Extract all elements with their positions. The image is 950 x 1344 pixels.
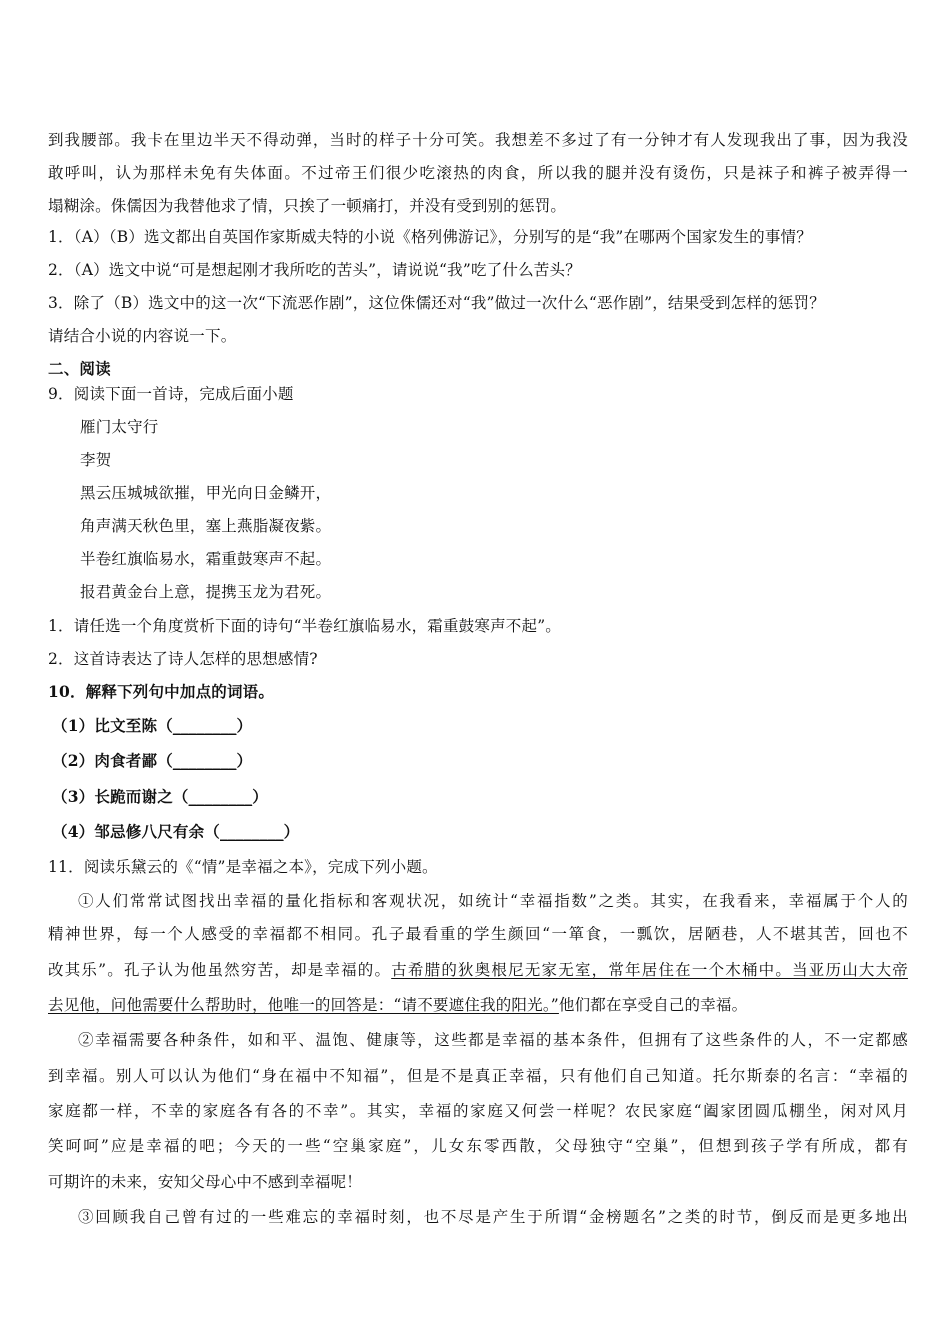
q10-prompt: 10．解释下列句中加点的词语。 — [48, 682, 275, 701]
q10-item-4 — [52, 822, 912, 842]
para2-line-5: 可期许的未来，安知父母心中不感到幸福呢！ — [48, 1173, 363, 1191]
q10-item-text: 比文至陈（ — [94, 716, 173, 735]
q8-question-1: 1．（A）（B）选文都出自英国作家斯威夫特的小说《格列佛游记》，分别写的是“我”在哪两个国家发生的事情？ — [48, 228, 812, 246]
q10-item-text: 长跪而谢之（ — [94, 787, 189, 806]
q10-item-3 — [52, 787, 912, 807]
q10-item-text: 肉食者鄙（ — [94, 751, 173, 770]
answer-blank[interactable]: ________ — [172, 751, 237, 770]
poem-title: 雁门太守行 — [80, 418, 159, 436]
q10-item-2 — [52, 751, 912, 771]
q9-prompt: 9．阅读下面一首诗，完成后面小题 — [48, 385, 294, 403]
q9-sub-question-2: 2．这首诗表达了诗人怎样的思想感情? — [48, 650, 318, 668]
para1-plain-text: 改其乐”。孔子认为他虽然穷苦，却是幸福的。 — [48, 961, 392, 979]
answer-blank[interactable]: ________ — [172, 716, 237, 735]
para3-line-1: ③回顾我自己曾有过的一些难忘的幸福时刻，也不尽是产生于所谓“金榜题名”之类的时节，倒反而是更多地出 — [78, 1208, 908, 1226]
q10-item-close: ） — [283, 822, 300, 841]
q10-item-num: （1） — [52, 716, 95, 735]
underlined-sentence: 去见他，问他需要什么帮助时，他唯一的回答是：“请不要遮住我的阳光。” — [48, 996, 559, 1014]
para2-line-1: ②幸福需要各种条件，如和平、温饱、健康等，这些都是幸福的基本条件，但拥有了这些条件的人，不一定都感 — [78, 1031, 908, 1049]
underlined-sentence: 古希腊的狄奥根尼无家无室，常年居住在一个木桶中。当亚历山大大帝 — [391, 961, 908, 979]
para1-line-3 — [48, 960, 908, 980]
para2-line-2: 到幸福。别人可以认为他们“身在福中不知福”，但是不是真正幸福，只有他们自己知道。托尔斯泰的名言：“幸福的 — [48, 1067, 908, 1085]
q10-item-close: ） — [236, 716, 253, 735]
answer-blank[interactable]: ________ — [188, 787, 253, 806]
q9-sub-question-1: 1．请任选一个角度赏析下面的诗句“半卷红旗临易水，霜重鼓寒声不起”。 — [48, 617, 562, 635]
para1-line-1: ①人们常常试图找出幸福的量化指标和客观状况，如统计“幸福指数”之类。其实，在我看来，幸福属于个人的 — [78, 892, 908, 910]
q10-item-num: （3） — [52, 787, 95, 806]
q8-question-3-continued: 请结合小说的内容说一下。 — [48, 327, 237, 345]
passage-b-line-1: 到我腰部。我卡在里边半天不得动弹，当时的样子十分可笑。我想差不多过了有一分钟才有人发现我出了事，因为我没 — [48, 131, 908, 149]
q10-item-num: （2） — [52, 751, 95, 770]
q10-item-close: ） — [236, 751, 253, 770]
passage-b-line-3: 塌糊涂。侏儒因为我替他求了情，只挨了一顿痛打，并没有受到别的惩罚。 — [48, 197, 567, 215]
poem-line-3: 半卷红旗临易水，霜重鼓寒声不起。 — [80, 550, 332, 568]
answer-blank[interactable]: ________ — [220, 822, 284, 841]
poem-author: 李贺 — [80, 451, 112, 469]
poem-line-4: 报君黄金台上意，提携玉龙为君死。 — [80, 583, 332, 601]
q8-question-2: 2．（A）选文中说“可是想起刚才我所吃的苦头”，请说说“我”吃了什么苦头？ — [48, 261, 581, 279]
poem-line-1: 黑云压城城欲摧，甲光向日金鳞开， — [80, 484, 332, 502]
para2-line-3: 家庭都一样，不幸的家庭各有各的不幸”。其实，幸福的家庭又何尝一样呢？农民家庭“阖家团圆瓜棚坐，闲对风月 — [48, 1102, 908, 1120]
passage-b-line-2: 敢呼叫，认为那样未免有失体面。不过帝王们很少吃滚热的肉食，所以我的腿并没有烫伤，只是袜子和裤子被弄得一 — [48, 164, 908, 182]
q10-item-close: ） — [252, 787, 268, 806]
q11-prompt: 11．阅读乐黛云的《“情”是幸福之本》，完成下列小题。 — [48, 858, 438, 876]
para2-line-4: 笑呵呵”应是幸福的吧；今天的一些“空巢家庭”，儿女东零西散，父母独守“空巢”，但想到孩子学有所成，都有 — [48, 1137, 908, 1155]
poem-line-2: 角声满天秋色里，塞上燕脂凝夜紫。 — [80, 517, 332, 535]
para1-line-4 — [48, 995, 908, 1015]
q10-item-1 — [52, 716, 912, 736]
para1-plain-text: 他们都在享受自己的幸福。 — [558, 996, 748, 1014]
q10-item-text: 邹忌修八尺有余（ — [94, 822, 220, 841]
q10-item-num: （4） — [52, 822, 95, 841]
q8-question-3: 3．除了（B）选文中的这一次“下流恶作剧”，这位侏儒还对“我”做过一次什么“恶作剧”，结果受到怎样的惩罚？ — [48, 294, 825, 312]
section-heading: 二、阅读 — [48, 360, 111, 378]
para1-line-2: 精神世界，每一个人感受的幸福都不相同。孔子最看重的学生颜回“一箪食，一瓢饮，居陋巷，人不堪其苦，回也不 — [48, 925, 908, 943]
